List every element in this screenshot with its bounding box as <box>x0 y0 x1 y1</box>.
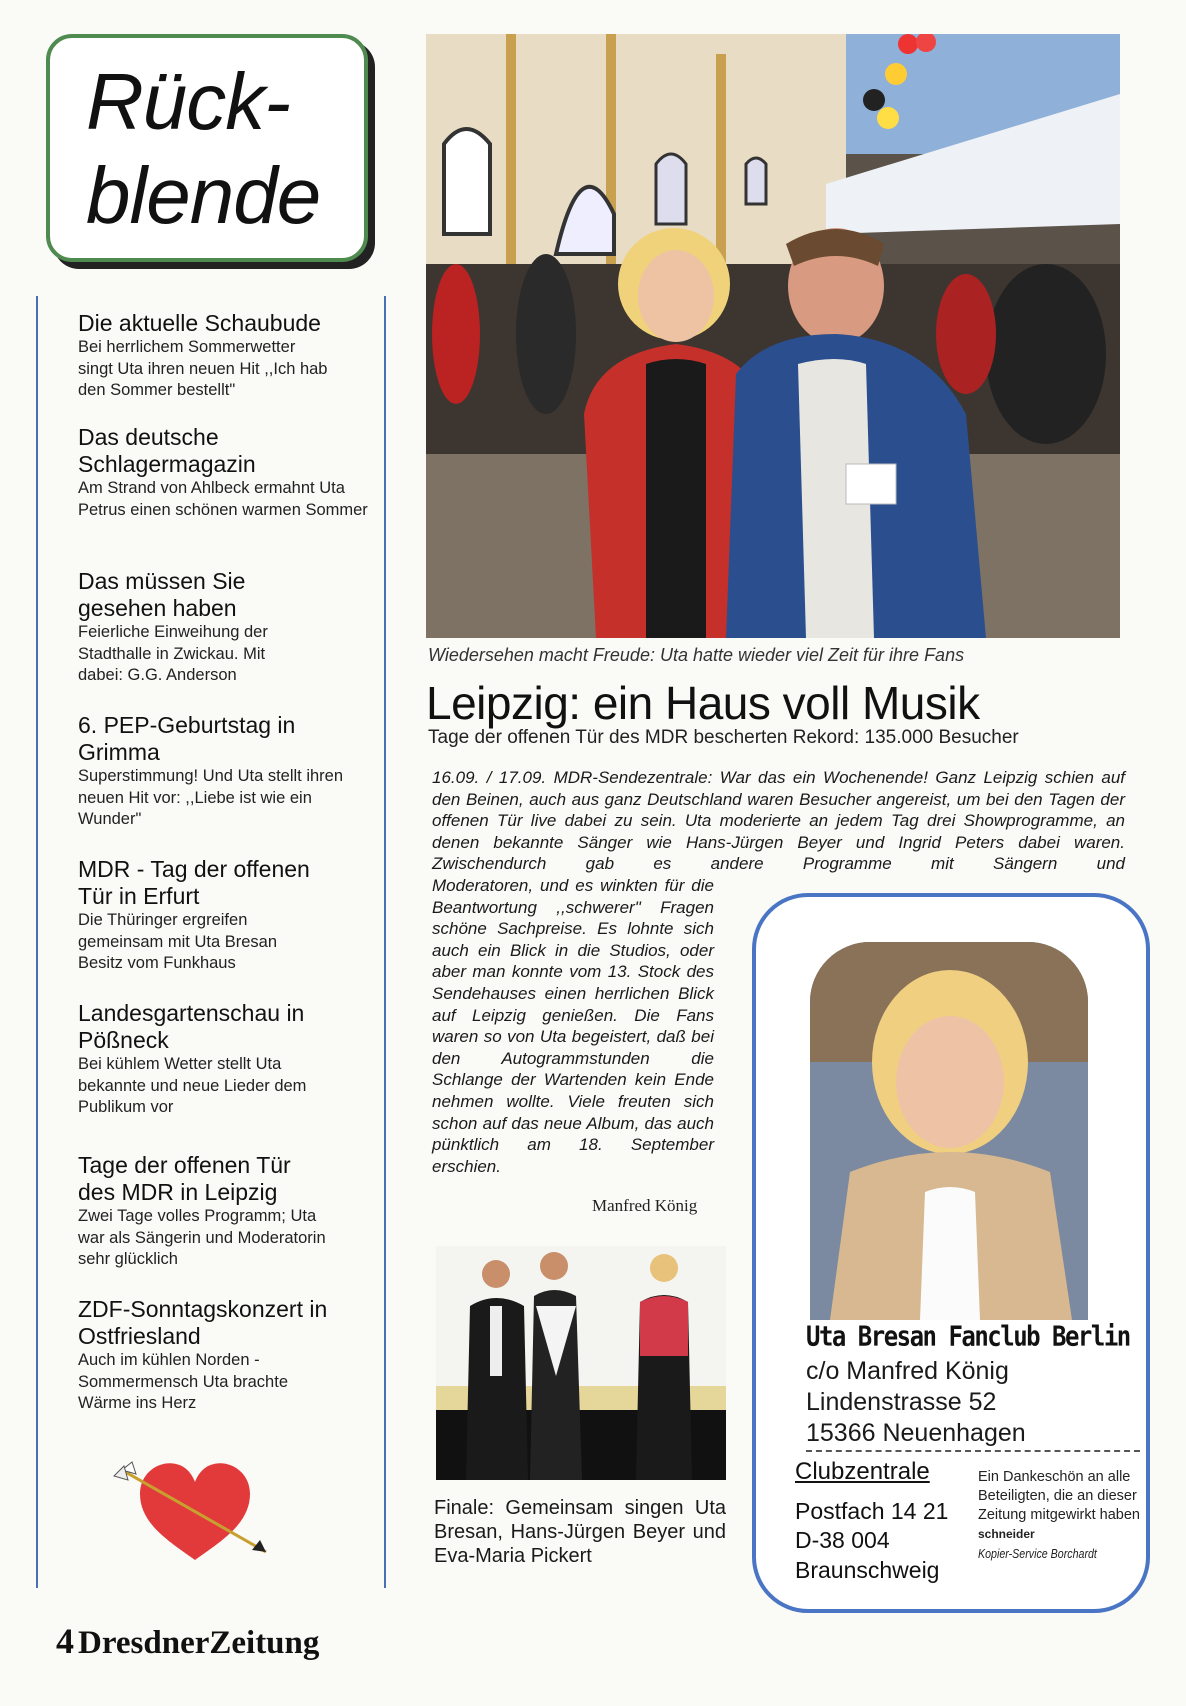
event-heading: 6. PEP-Geburtstag in Grimma <box>78 712 296 765</box>
clubzentrale-line: Braunschweig <box>795 1557 940 1583</box>
event-sidebar <box>36 296 386 1588</box>
fanclub-address-line: Lindenstrasse 52 <box>806 1388 997 1416</box>
publication-name: DresdnerZeitung <box>78 1625 320 1661</box>
clubzentrale-line: D-38 004 <box>795 1527 890 1553</box>
event-item <box>78 1152 378 1271</box>
event-heading: Landesgartenschau in Pößneck <box>78 1000 305 1053</box>
fanclub-address-line: 15366 Neuenhagen <box>806 1419 1026 1447</box>
event-heading: Das müssen Sie gesehen haben <box>78 568 246 621</box>
clubzentrale-label: Clubzentrale <box>795 1458 930 1485</box>
event-item <box>78 1296 378 1415</box>
event-item <box>78 424 378 521</box>
section-title-line2: blende <box>86 151 321 240</box>
event-description: Bei herrlichem Sommerwetter singt Uta ihren neuen Hit ,,Ich hab den Sommer bestellt" <box>78 338 328 399</box>
event-description: Am Strand von Ahlbeck ermahnt Uta Petrus einen schönen warmen Sommer <box>78 479 368 519</box>
address-divider <box>806 1450 1140 1452</box>
event-heading: Tage der offenen Tür des MDR in Leipzig <box>78 1152 291 1205</box>
event-description: Auch im kühlen Norden - Sommermensch Uta brachte Wärme ins Herz <box>78 1351 288 1412</box>
article-subheadline: Tage der offenen Tür des MDR bescherten Rekord: 135.000 Besucher <box>428 727 1019 748</box>
event-description: Superstimmung! Und Uta stellt ihren neuen Hit vor: ,,Liebe ist wie ein Wunder" <box>78 767 344 828</box>
event-description: Feierliche Einweihung der Stadthalle in Zwickau. Mit dabei: G.G. Anderson <box>78 623 268 684</box>
event-description: Zwei Tage volles Programm; Uta war als Sängerin und Moderatorin sehr glücklich <box>78 1207 326 1268</box>
finale-photo <box>436 1246 726 1480</box>
article-author: Manfred König <box>592 1196 698 1215</box>
event-heading: Die aktuelle Schaubude <box>78 310 321 336</box>
clubzentrale-line: Postfach 14 21 <box>795 1498 949 1524</box>
heart-arrow-icon <box>110 1452 280 1562</box>
event-item <box>78 1000 378 1119</box>
event-description: Bei kühlem Wetter stellt Uta bekannte und neue Lieder dem Publikum vor <box>78 1055 307 1116</box>
page-footer <box>56 1620 319 1662</box>
article-body-intro: 16.09. / 17.09. MDR-Sendezentrale: War das ein Wochenende! Ganz Leipzig schien auf den Beinen, auch aus ganz Deutschland waren Besucher angereist, um bei den Tagen der offenen Tür live dabei zu sein. Uta moderierte an jedem Tag drei Showprogramme, an denen bekannte Sänger wie Hans-Jürgen Beyer und Ingrid Peters dabei waren. Zwischendurch gab es andere Programme mit Sängern und <box>432 768 1125 874</box>
page-number: 4 <box>56 1621 74 1661</box>
thanks-note <box>978 1468 1154 1564</box>
article-headline: Leipzig: ein Haus voll Musik <box>426 677 980 729</box>
main-photo-caption: Wiedersehen macht Freude: Uta hatte wieder viel Zeit für ihre Fans <box>428 645 965 665</box>
event-heading: MDR - Tag der offenen Tür in Erfurt <box>78 856 310 909</box>
article-body-column: Moderatoren, und es winkten für die Beantwortung ,,schwerer" Fragen schöne Sachpreise. Es lohnte sich auch ein Blick in die Studios, oder aber man konnte vom 13. Stock des Sendehauses einen herrlichen Blick auf Leipzig genießen. Die Fans waren so von Uta begeistert, daß bei den Autogrammstunden die Schlange der Wartenden kein Ende nehmen wollte. Viele freuten sich schon auf das neue Album, das auch pünktlich am 18. September erschien. <box>432 876 714 1176</box>
event-item <box>78 712 378 831</box>
section-title-box <box>46 34 368 262</box>
fanclub-address-line: c/o Manfred König <box>806 1357 1009 1385</box>
portrait-photo <box>810 942 1088 1320</box>
event-item <box>78 856 378 975</box>
event-description: Die Thüringer ergreifen gemeinsam mit Uta Bresan Besitz vom Funkhaus <box>78 911 277 972</box>
event-heading: Das deutsche Schlagermagazin <box>78 424 256 477</box>
finale-photo-caption: Finale: Gemeinsam singen Uta Bresan, Hans-Jürgen Beyer und Eva-Maria Pickert <box>434 1497 726 1567</box>
event-heading: ZDF-Sonntagskonzert in Ostfriesland <box>78 1296 328 1349</box>
event-item <box>78 310 378 402</box>
sponsor-schneider: schneider <box>978 1527 1035 1541</box>
event-item <box>78 568 378 687</box>
thanks-text: Ein Dankeschön an alle Beteiligten, die an dieser Zeitung mitgewirkt haben <box>978 1469 1140 1523</box>
main-photo <box>426 34 1120 638</box>
fanclub-title: Uta Bresan Fanclub Berlin <box>806 1320 1130 1353</box>
section-title-line1: Rück- <box>86 57 290 146</box>
sponsor-kopier-service: Kopier-Service Borchardt <box>978 1546 1097 1561</box>
